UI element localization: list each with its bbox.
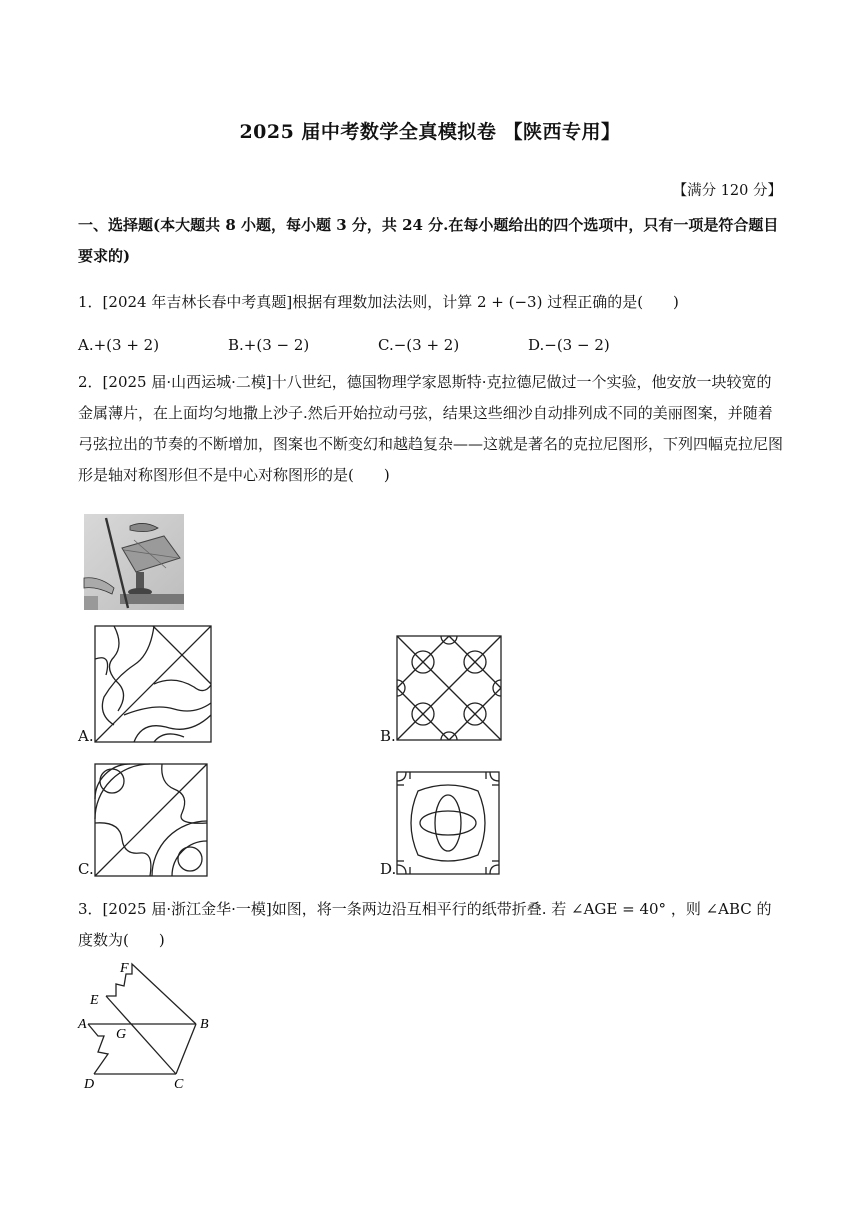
q3-label-d: D — [84, 1077, 95, 1092]
q2-figure-c[interactable] — [94, 763, 208, 877]
q2-figure-d[interactable] — [396, 771, 500, 875]
q2-label-c[interactable]: C. — [78, 860, 94, 878]
full-score: 【满分 120 分】 — [672, 183, 782, 199]
question-1-text: 1．[2024 年吉林长春中考真题]根据有理数加法法则，计算 2 + (−3) 过程正确的是( ) — [78, 293, 679, 311]
q3-folded-strip-figure — [76, 956, 236, 1092]
q3-label-e: E — [90, 993, 99, 1008]
question-2-text: 2．[2025 届·山西运城·二模]十八世纪，德国物理学家恩斯特·克拉德尼做过一个实验，他安放一块较宽的金属薄片，在上面均匀地撒上沙子.然后开始拉动弓弦，结果这些细沙自动排列成不同的美丽图案，并随着弓弦拉出的节奏的不断增加，图案也不断变幻和越趋复杂——这就是著名的克拉尼图形，下列四幅克拉尼图形是轴对称图形但不是中心对称图形的是( ) — [78, 373, 784, 484]
q3-label-c: C — [174, 1077, 184, 1092]
q2-figure-b[interactable] — [396, 635, 502, 741]
q3-label-f: F — [120, 961, 129, 976]
q1-option-d[interactable]: D.−(3 − 2) — [528, 336, 610, 354]
q1-option-b[interactable]: B.+(3 − 2) — [228, 336, 310, 354]
question-3-text: 3．[2025 届·浙江金华·一模]如图，将一条两边沿互相平行的纸带折叠. 若 ∠AGE = 40° ，则 ∠ABC 的度数为( ) — [78, 900, 772, 949]
q2-figure-a[interactable] — [94, 625, 212, 743]
chladni-experiment-photo — [84, 514, 184, 610]
section-heading: 一、选择题(本大题共 8 小题，每小题 3 分，共 24 分.在每小题给出的四个选项中，只有一项是符合题目要求的) — [78, 216, 779, 265]
q3-label-g: G — [116, 1027, 127, 1042]
q3-label-a: A — [78, 1017, 87, 1032]
q1-option-c[interactable]: C.−(3 + 2) — [378, 336, 460, 354]
page-title: 2025 届中考数学全真模拟卷 【陕西专用】 — [239, 121, 621, 143]
q2-label-b[interactable]: B. — [380, 727, 396, 745]
q2-label-a[interactable]: A. — [78, 727, 94, 745]
q3-label-b: B — [200, 1017, 209, 1032]
q2-label-d[interactable]: D. — [380, 860, 397, 878]
q1-option-a[interactable]: A.+(3 + 2) — [78, 336, 160, 354]
